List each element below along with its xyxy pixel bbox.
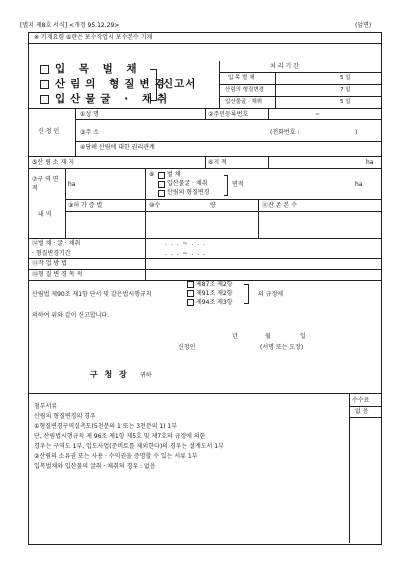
processing-value-felling: 5 일: [340, 75, 351, 81]
applicant-phone-label: (전화번호 :: [270, 129, 300, 136]
page-side: (앞면): [355, 22, 372, 29]
lot-label: ⑥지 적: [208, 159, 227, 166]
attachments-header: 첨부서류: [34, 403, 58, 410]
processing-label-form-change: 산림의 형질변경: [225, 87, 264, 93]
fee-label: 수수료: [352, 397, 370, 404]
date-month: 월: [265, 333, 271, 340]
col-permit: ⑨허 가 증 별: [68, 202, 103, 209]
title-suffix: 신고서: [163, 78, 197, 90]
applicant-relation-label: ④당해 산림에 대한 권리관계: [80, 144, 155, 151]
method-label: ⑬작 업 방 법: [32, 260, 67, 267]
period-range-1: . . . ~ . . .: [165, 240, 206, 247]
area-word: 면적: [232, 181, 244, 188]
title-option-felling: 입 목 벌 채: [55, 63, 142, 75]
applicant-phone-close: ): [355, 129, 358, 136]
processing-header: 처 리 기 간: [270, 63, 299, 70]
title-option-forest-product: 입산물굴 · 채취: [55, 93, 173, 105]
col-remaining: ⑪잔 존 본 수: [262, 202, 297, 209]
content-label: 내 역: [38, 211, 52, 218]
applicant-rrn-label: ②주민등록번호: [208, 111, 249, 118]
area-unit: ha: [68, 181, 76, 188]
law-item-91: 제91조 제2항: [196, 290, 233, 297]
attachment-line: 산림의 형질변경의 경우: [34, 413, 96, 420]
period-label-1: ⑫벌 채 · 굴 · 채취: [32, 240, 81, 247]
date-day: 일: [300, 333, 306, 340]
processing-label-felling: 입 목 벌 채: [228, 75, 255, 81]
type-felling: 벌 채: [167, 171, 181, 178]
law-line-2: 의하여 위와 같이 신고합니다.: [32, 312, 110, 319]
type-bracket: [224, 175, 228, 196]
checkbox-type-product[interactable]: [158, 181, 165, 188]
checkbox-law-87[interactable]: [187, 281, 194, 288]
title-bracket: [150, 69, 157, 101]
period-label-2: · 형질변경기간: [32, 250, 71, 257]
processing-label-forest-product: 입산물굴 · 채취: [225, 99, 263, 105]
law-item-94: 제94조 제3항: [196, 299, 233, 306]
title-option-form-change: 산림의 형질변경: [55, 78, 170, 90]
applicant-address-label: ③주 소: [80, 129, 99, 136]
type-form-change: 산림의 형질변경: [167, 189, 210, 196]
law-item-87: 제87조 제2항: [196, 281, 233, 288]
date-year: 년: [232, 333, 238, 340]
col-quantity-2: 량: [210, 202, 216, 209]
fee-value: 없 음: [355, 408, 369, 415]
area-unit-2: ha: [355, 181, 363, 188]
law-prefix: 산림법 제90조 제1항 단서 및 같은법시행규칙: [32, 291, 152, 298]
attachment-line: ②산림의 소유권 또는 사용 · 수익권을 증명할 수 있는 서류 1부: [34, 453, 198, 460]
checkbox-form-change[interactable]: [40, 80, 49, 89]
applicant-label: 신 청 인: [38, 128, 60, 135]
location-label: ⑤산 림 소 재 지: [32, 159, 74, 166]
signer-label: 신청인: [178, 344, 196, 351]
addressee-suffix: 귀하: [140, 372, 152, 379]
attachment-line: 경우는 구역도 1부, 입도사업(준비토를 제외한다)의 경우는 설계도서 1부: [34, 443, 224, 450]
processing-value-form-change: 7 일: [340, 87, 351, 93]
addressee-name: 구 청 장: [90, 370, 129, 379]
checkbox-felling[interactable]: [40, 65, 49, 74]
form-id: [별지 제8호 서식] <개정 95.12.29>: [20, 22, 120, 29]
checkbox-law-94[interactable]: [187, 299, 194, 306]
applicant-name-label: ①성 명: [80, 111, 99, 118]
checkbox-type-felling[interactable]: [158, 172, 165, 179]
col-quantity: ⑩수: [149, 202, 161, 209]
law-bracket: [244, 284, 249, 304]
signer-sign: (서명 또는 도장): [260, 344, 304, 351]
type-product: 입산물굴 · 채취: [167, 180, 208, 187]
attachment-line: 단, 산림법시행규칙 제 96조 제1항 제5호 및 제7호의 규정에 의한: [34, 433, 206, 440]
checkbox-law-91[interactable]: [187, 290, 194, 297]
checkbox-forest-product[interactable]: [40, 95, 49, 104]
period-range-2: . . . ~ . . .: [165, 250, 206, 257]
attachment-line: 입목벌채와 입산물의 굴취 · 채취의 경우 : 없음: [34, 463, 156, 470]
purpose-label: ⑭형 질 변 경 목 적: [32, 271, 83, 278]
lot-unit: ha: [366, 159, 374, 166]
attachment-line: ①형질변경구역실측도(5천분의 1 또는 3천분의 1) 1부: [34, 423, 178, 430]
law-suffix: 의 규정에: [258, 291, 284, 298]
applicant-rrn-sep: ~: [315, 111, 321, 118]
instruction: ※ 기재요령 ⑥란은 포수작업시 포수본수 기재: [34, 34, 153, 41]
area-label: ⑦구 역 면 적: [32, 176, 59, 192]
processing-value-forest-product: 5 일: [340, 99, 351, 105]
checkbox-type-form-change[interactable]: [158, 190, 165, 197]
type-number: ⑧: [149, 171, 155, 178]
